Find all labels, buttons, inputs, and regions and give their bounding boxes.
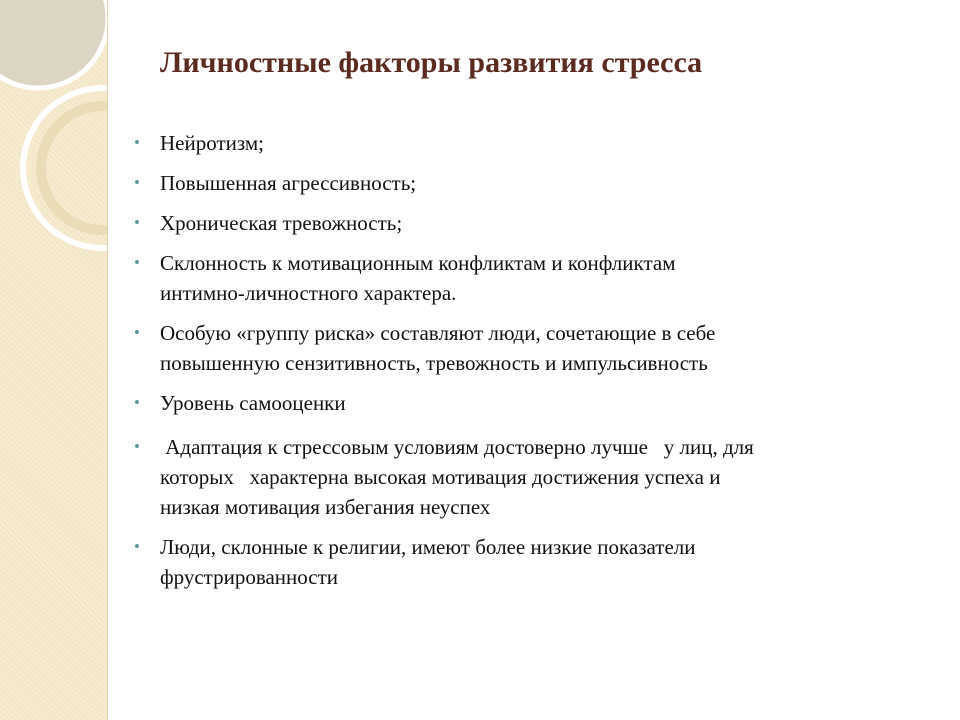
bullet-item bbox=[134, 128, 934, 158]
bullet-icon: • bbox=[134, 133, 140, 152]
bullet-text: Адаптация к стрессовым условиям достоверно лучше у лиц, для которых характерна высокая мотивация достижения успеха и низкая мотивация избегания неуспех bbox=[160, 435, 754, 519]
decorative-circle-top bbox=[0, 0, 107, 88]
bullet-icon: • bbox=[134, 213, 140, 232]
bullet-text: Нейротизм; bbox=[160, 131, 264, 155]
bullet-item bbox=[134, 388, 934, 418]
bullet-text: Склонность к мотивационным конфликтам и конфликтам интимно-личностного характера. bbox=[160, 251, 676, 305]
bullet-icon: • bbox=[134, 253, 140, 272]
decorative-circles bbox=[0, 0, 107, 720]
decorative-side-panel bbox=[0, 0, 108, 720]
decorative-ring-outer bbox=[23, 88, 107, 248]
bullet-icon: • bbox=[134, 537, 140, 556]
bullet-text: Особую «группу риска» составляют люди, сочетающие в себе повышенную сензитивность, тревожность и импульсивность bbox=[160, 321, 716, 375]
bullet-icon: • bbox=[134, 323, 140, 342]
bullet-text: Уровень самооценки bbox=[160, 391, 346, 415]
bullet-item bbox=[134, 532, 934, 592]
bullet-list bbox=[134, 128, 934, 592]
bullet-item bbox=[134, 168, 934, 198]
bullet-item bbox=[134, 432, 934, 522]
decorative-ring-inner bbox=[41, 106, 107, 230]
bullet-text: Хроническая тревожность; bbox=[160, 211, 403, 235]
bullet-item bbox=[134, 318, 934, 378]
slide-title: Личностные факторы развития стресса bbox=[160, 46, 703, 79]
bullet-item bbox=[134, 248, 934, 308]
bullet-icon: • bbox=[134, 173, 140, 192]
bullet-text: Люди, склонные к религии, имеют более низкие показатели фрустрированности bbox=[160, 535, 696, 589]
bullet-item bbox=[134, 208, 934, 238]
bullet-icon: • bbox=[134, 393, 140, 412]
bullet-icon: • bbox=[134, 437, 140, 456]
bullet-text: Повышенная агрессивность; bbox=[160, 171, 417, 195]
